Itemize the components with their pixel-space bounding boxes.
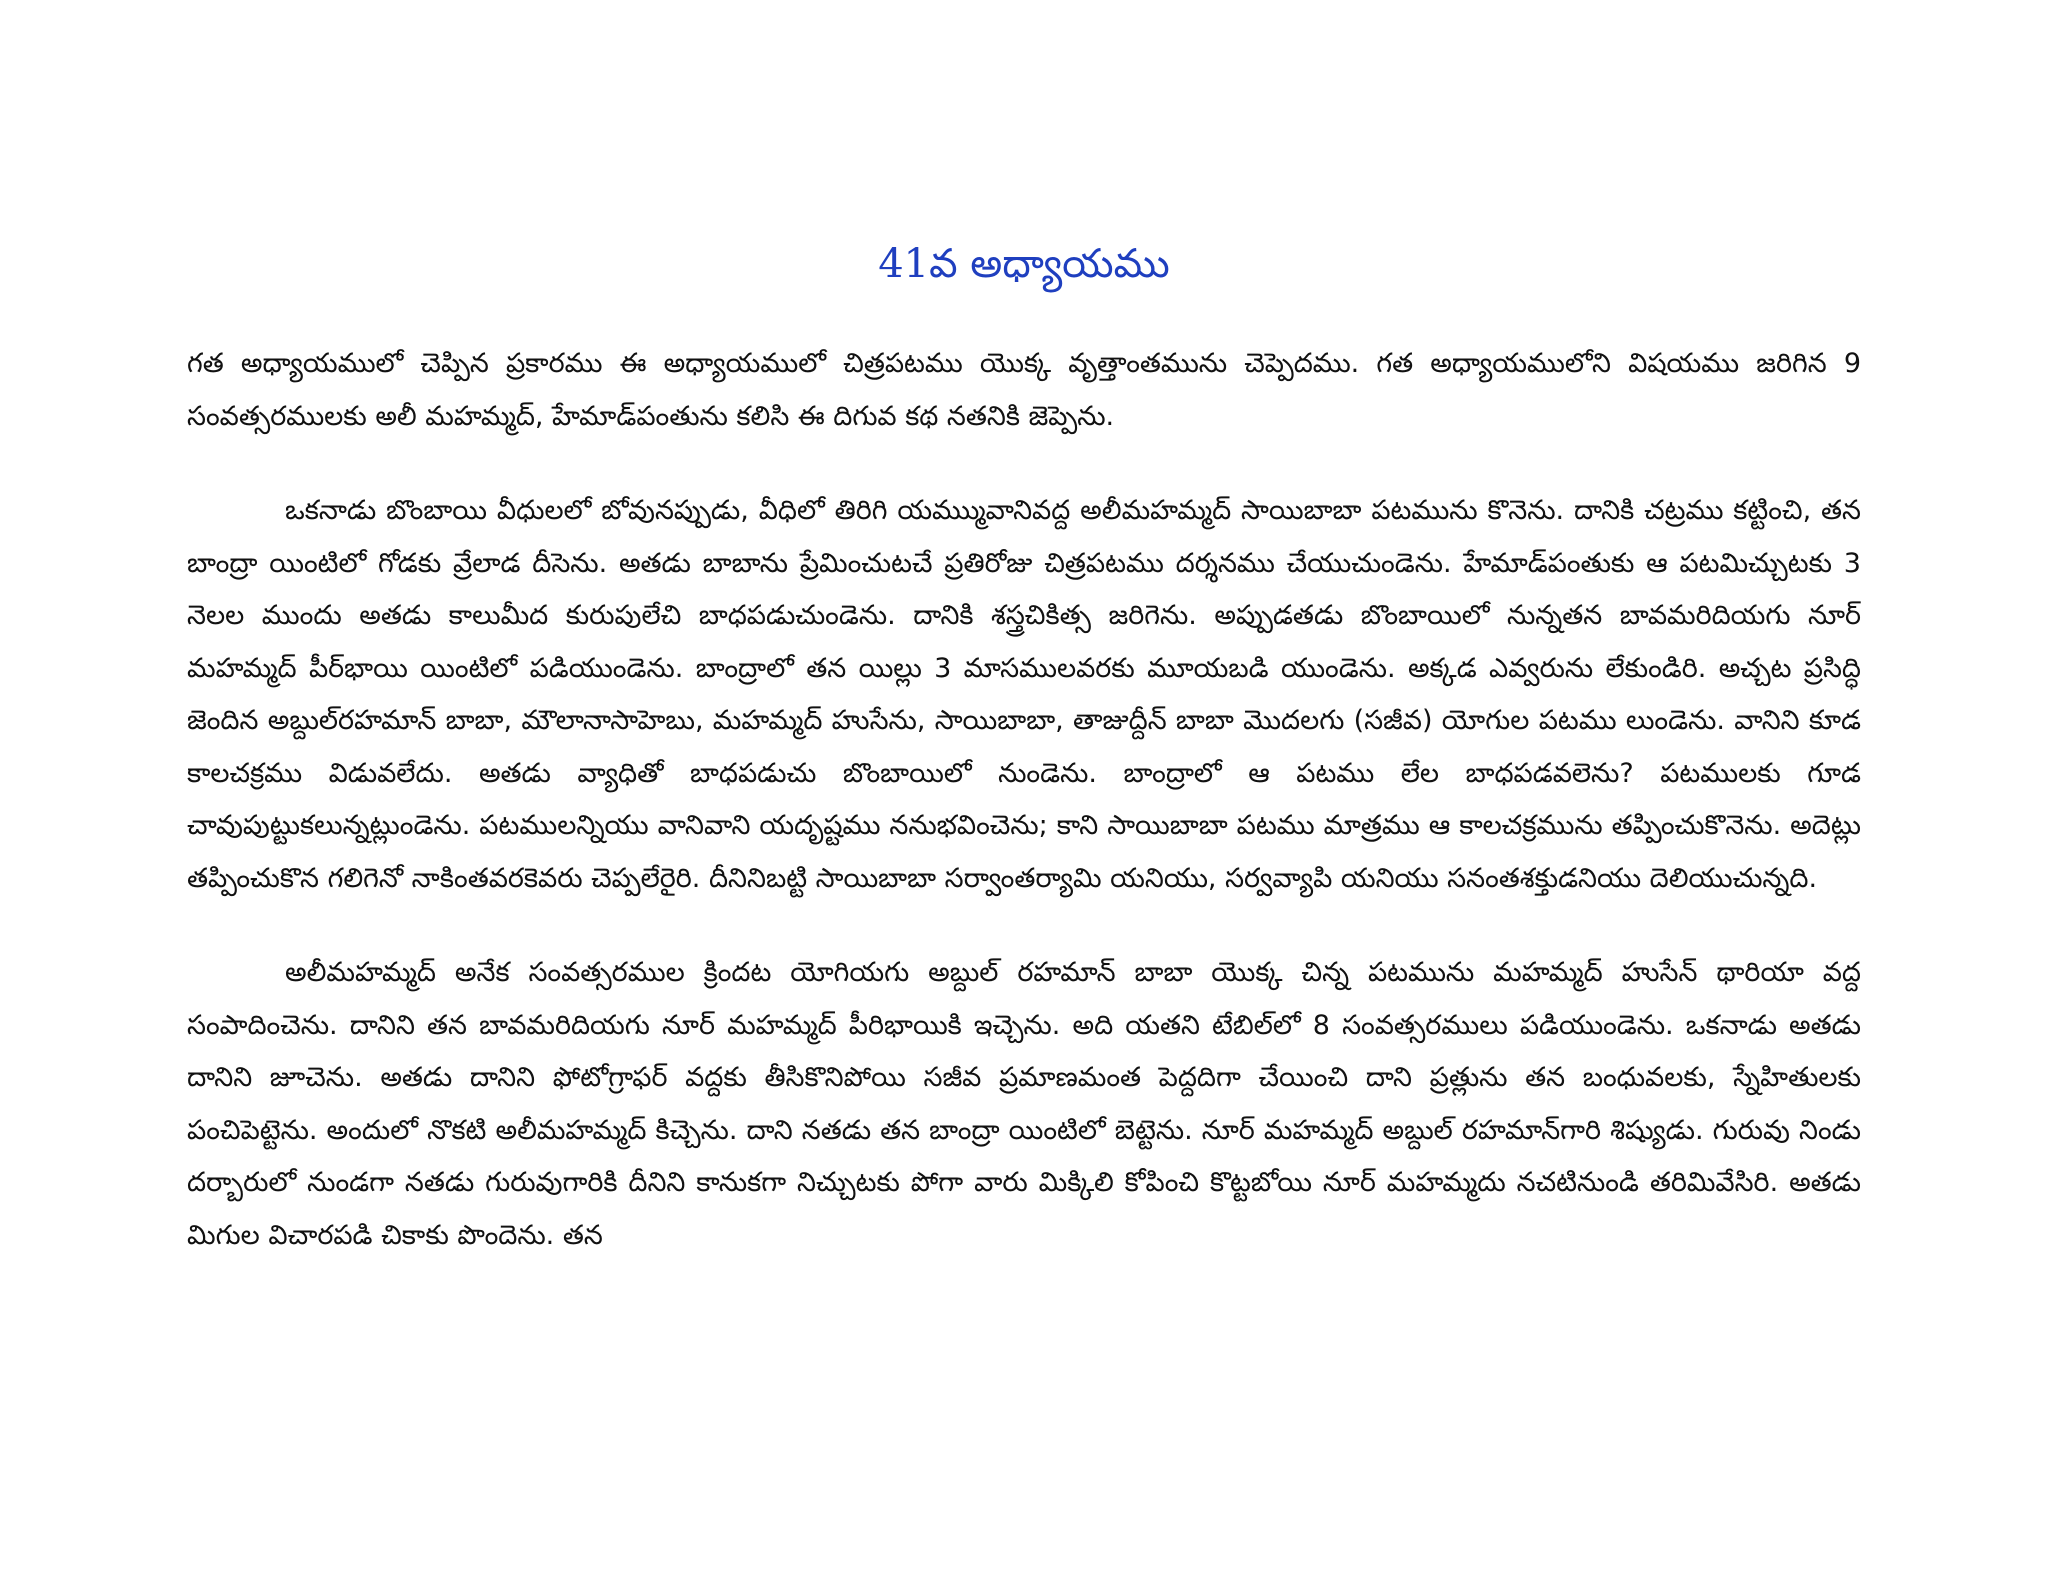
paragraph-3: అలీమహమ్మద్ అనేక సంవత్సరముల క్రిందట యోగియగు అబ్దుల్ రహమాన్ బాబా యొక్క చిన్న పటమును మహమ్మద్ హుసేన్ థారియా వద్ద సంపాదించెను. దానిని తన బావమరిదియగు నూర్ మహమ్మద్ పీరిభాయికి ఇచ్చెను. అది యతని టేబిల్‌లో 8 సంవత్సరములు పడియుండెను. ఒకనాడు అతడు దానిని జూచెను. అతడు దానిని ఫోటోగ్రాఫర్ వద్దకు తీసికొనిపోయి సజీవ ప్రమాణమంత పెద్దదిగా చేయించి దాని ప్రత్లును తన బంధువలకు, స్నేహితులకు పంచిపెట్టెను. అందులో నొకటి అలీమహమ్మద్ కిచ్చెను. దాని నతడు తన బాంద్రా యింటిలో బెట్టెను. నూర్ మహమ్మద్ అబ్దుల్ రహమాన్‌గారి శిష్యుడు. గురువు నిండు దర్బారులో నుండగా నతడు గురువుగారికి దీనిని కానుకగా నిచ్చుటకు పోగా వారు మిక్కిలి కోపించి కొట్టబోయి నూర్ మహమ్మదు నచటినుండి తరిమివేసిరి. అతడు మిగుల విచారపడి చికాకు పొందెను. తన (187, 957, 1861, 1251)
paragraph-2: ఒకనాడు బొంబాయి వీధులలో బోవునప్పుడు, వీధిలో తిరిగి యమ్ముువానివద్ద అలీమహమ్మద్ సాయిబాబా పటమును కొనెను. దానికి చట్రము కట్టించి, తన బాంద్రా యింటిలో గోడకు వ్రేలాడ దీసెను. అతడు బాబాను ప్రేమించుటచే ప్రతిరోజు చిత్రపటము దర్శనము చేయుచుండెను. హేమాడ్‌పంతుకు ఆ పటమిచ్చుటకు 3 నెలల ముందు అతడు కాలుమీద కురుపులేచి బాధపడుచుండెను. దానికి శస్త్రచికిత్స జరిగెను. అప్పుడతడు బొంబాయిలో నున్నతన బావమరిదియగు నూర్ మహమ్మద్ పీర్‌భాయి యింటిలో పడియుండెను. బాంద్రాలో తన యిల్లు 3 మాసములవరకు మూయబడి యుండెను. అక్కడ ఎవ్వరును లేకుండిరి. అచ్చట ప్రసిద్ధి జెందిన అబ్దుల్‌రహమాన్ బాబా, మౌలానాసాహెబు, మహమ్మద్ హుసేను, సాయిబాబా, తాజుద్దీన్ బాబా మొదలగు (సజీవ) యోగుల పటము లుండెను. వానిని కూడ కాలచక్రము విడువలేదు. అతడు వ్యాధితో బాధపడుచు బొంబాయిలో నుండెను. బాంద్రాలో ఆ పటము లేల బాధపడవలెను? పటములకు గూడ చావుపుట్టుకలున్నట్లుండెను. పటములన్నియు వానివాని యదృష్టము ననుభవించెను; కాని సాయిబాబా పటము మాత్రము ఆ కాలచక్రమును తప్పించుకొనెను. అదెట్లు తప్పించుకొన గలిగెనో నాకింతవరకెవరు చెప్పలేరైరి. దీనినిబట్టి సాయిబాబా సర్వాంతర్యామి యనియు, సర్వవ్యాపి యనియు సనంతశక్తుడనియు దెలియుచున్నది. (187, 495, 1861, 894)
paragraph-1: గత అధ్యాయములో చెప్పిన ప్రకారము ఈ అధ్యాయములో చిత్రపటము యొక్క వృత్తాంతమును చెప్పెదము. గత అధ్యాయములోని విషయము జరిగిన 9 సంవత్సరములకు అలీ మహమ్మద్, హేమాడ్‌పంతును కలిసి ఈ దిగువ కథ నతనికి జెప్పెను. (187, 348, 1861, 432)
body-text (187, 338, 1861, 1304)
chapter-title: 41వ అధ్యాయము (878, 241, 1170, 287)
